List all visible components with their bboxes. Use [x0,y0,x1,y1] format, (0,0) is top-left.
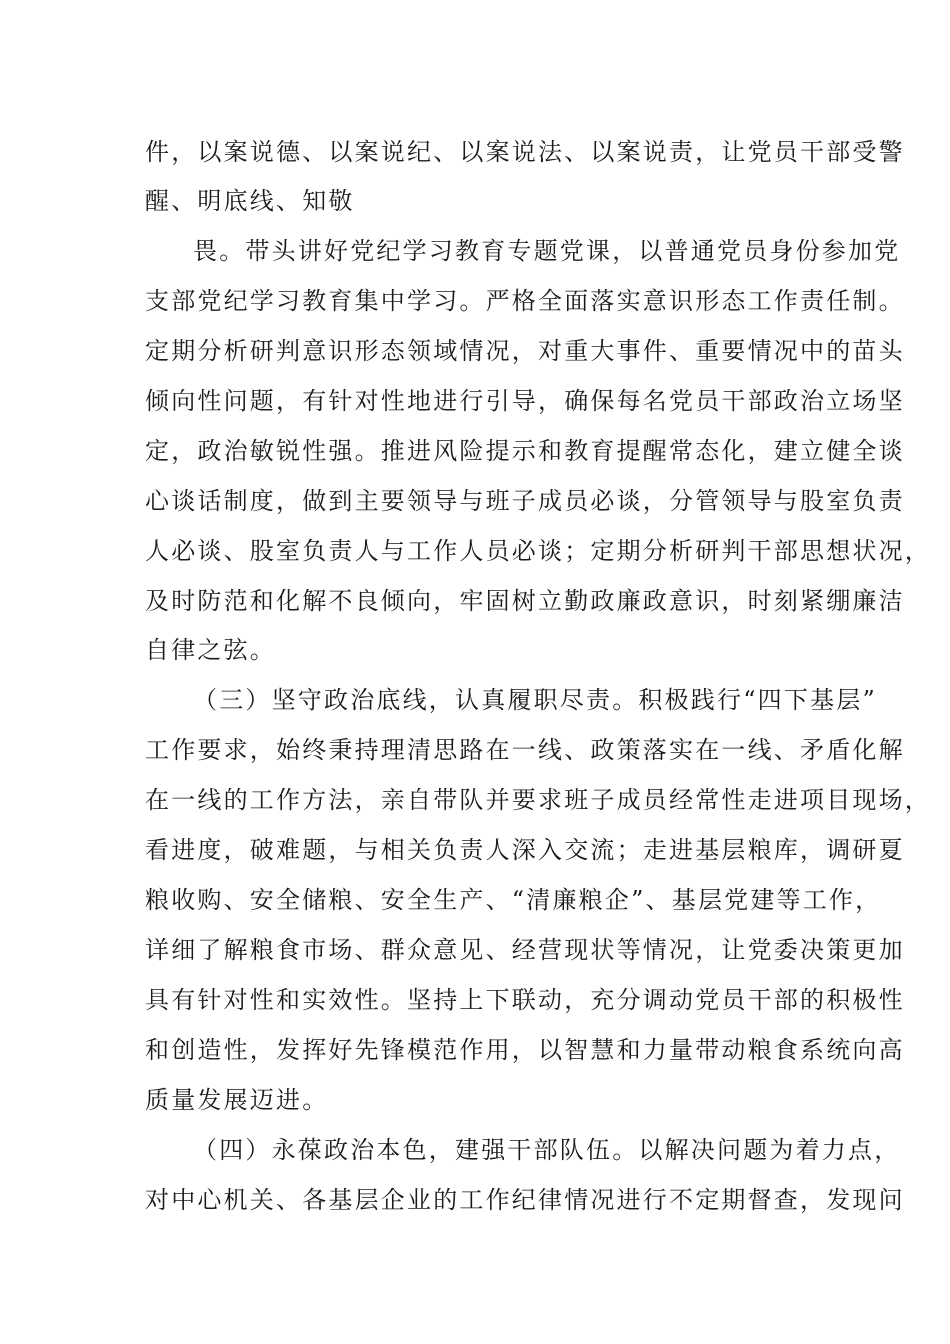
text-line: 自律之弦。 [145,636,276,664]
text-line: 对中心机关、各基层企业的工作纪律情况进行不定期督查，发现问 [145,1186,905,1214]
text-line: 质量发展迈进。 [145,1086,329,1114]
text-line: 及时防范和化解不良倾向，牢固树立勤政廉政意识，时刻紧绷廉洁 [145,587,905,615]
text-line: 在一线的工作方法，亲自带队并要求班子成员经常性走进项目现场， [145,786,931,814]
text-line: 定，政治敏锐性强。推进风险提示和教育提醒常态化，建立健全谈 [145,437,905,465]
text-line: 心谈话制度，做到主要领导与班子成员必谈，分管领导与股室负责 [145,487,905,515]
text-line: 畏。带头讲好党纪学习教育专题党课，以普通党员身份参加党 [193,237,901,265]
text-line: （四）永葆政治本色，建强干部队伍。以解决问题为着力点， [193,1136,901,1164]
text-line: 工作要求，始终秉持理清思路在一线、政策落实在一线、矛盾化解 [145,736,905,764]
text-line: （三）坚守政治底线，认真履职尽责。积极践行“四下基层” [193,686,877,714]
text-line: 和创造性，发挥好先锋模范作用，以智慧和力量带动粮食系统向高 [145,1036,905,1064]
text-line: 看进度，破难题，与相关负责人深入交流；走进基层粮库，调研夏 [145,836,905,864]
text-line: 醒、明底线、知敬 [145,187,355,215]
text-line: 倾向性问题，有针对性地进行引导，确保每名党员干部政治立场坚 [145,387,905,415]
text-line: 定期分析研判意识形态领域情况，对重大事件、重要情况中的苗头 [145,337,905,365]
text-line: 件，以案说德、以案说纪、以案说法、以案说责，让党员干部受警 [145,138,905,166]
text-line: 粮收购、安全储粮、安全生产、“清廉粮企”、基层党建等工作， [145,886,882,914]
text-line: 人必谈、股室负责人与工作人员必谈；定期分析研判干部思想状况， [145,537,931,565]
text-line: 支部党纪学习教育集中学习。严格全面落实意识形态工作责任制。 [145,287,905,315]
text-line: 详细了解粮食市场、群众意见、经营现状等情况，让党委决策更加 [145,936,905,964]
text-line: 具有针对性和实效性。坚持上下联动，充分调动党员干部的积极性 [145,986,905,1014]
